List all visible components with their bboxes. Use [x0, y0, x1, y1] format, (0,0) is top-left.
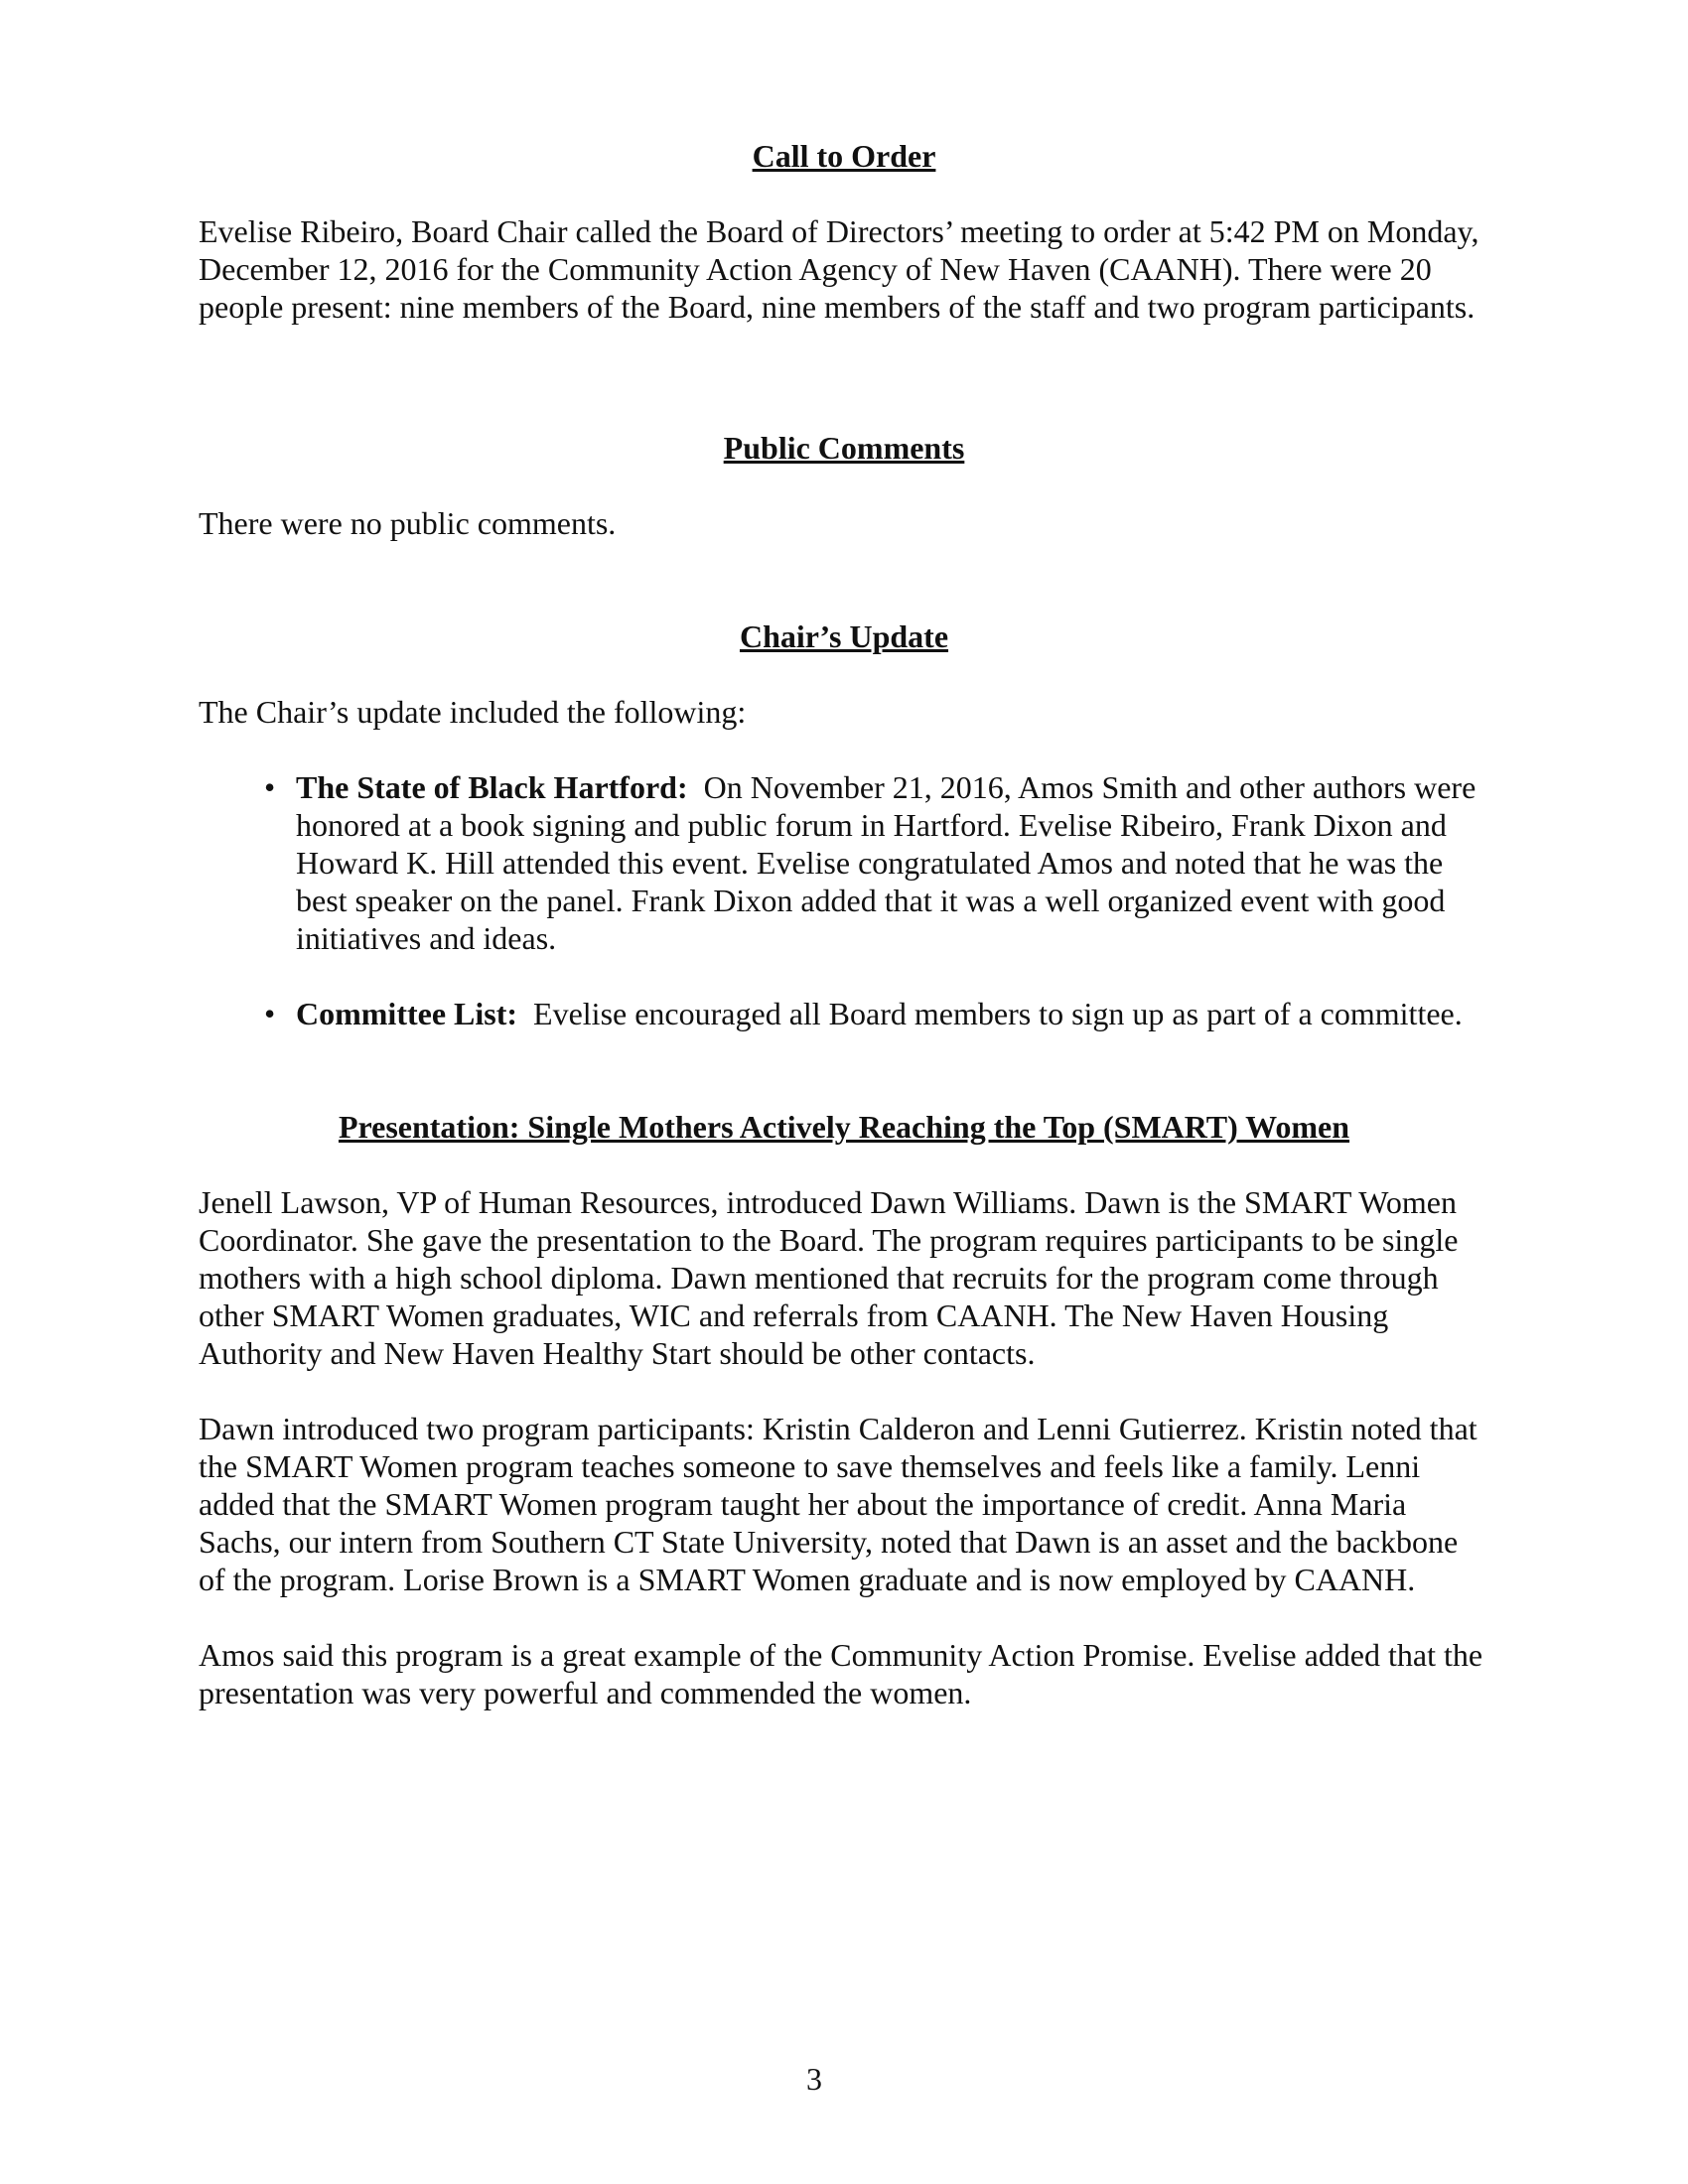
- presentation-paragraph-2: Dawn introduced two program participants: Kristin Calderon and Lenni Gutierrez. Kristin noted that the SMART Women program teaches someone to save themselves and feels like a family. Lenni added that the SMART Women program taught her about the importance of credit. Anna Maria Sachs, our intern from Southern CT State University, noted that Dawn is an asset and the backbone of the program. Lorise Brown is a SMART Women graduate and is now employed by CAANH.: [199, 1411, 1477, 1597]
- chairs-update-list: [199, 768, 1489, 1032]
- document-page: [199, 137, 1489, 1711]
- bullet-icon: •: [264, 996, 276, 1031]
- presentation-paragraph-3: Amos said this program is a great example of the Community Action Promise. Evelise added that the presentation was very powerful and commended the women.: [199, 1637, 1483, 1710]
- bullet-title: The State of Black Hartford:: [296, 769, 688, 805]
- call-to-order-heading: Call to Order: [752, 138, 936, 174]
- presentation-heading: Presentation: Single Mothers Actively Reaching the Top (SMART) Women: [338, 1109, 1350, 1145]
- list-item: [199, 768, 1489, 957]
- page-number: 3: [806, 2061, 822, 2097]
- bullet-icon: •: [264, 769, 276, 805]
- bullet-text: Evelise encouraged all Board members to sign up as part of a committee.: [533, 996, 1463, 1031]
- bullet-text: On November 21, 2016, Amos Smith and other authors were honored at a book signing and public forum in Hartford. Evelise Ribeiro, Frank Dixon and Howard K. Hill attended this event. Evelise congratulated Amos and noted that he was the best speaker on the panel. Frank Dixon added that it was a well organized event with good initiatives and ideas.: [296, 769, 1477, 956]
- chairs-update-heading: Chair’s Update: [739, 618, 949, 654]
- presentation-paragraph-1: Jenell Lawson, VP of Human Resources, introduced Dawn Williams. Dawn is the SMART Women Coordinator. She gave the presentation to the Board. The program requires participants to be single mothers with a high school diploma. Dawn mentioned that recruits for the program come through other SMART Women graduates, WIC and referrals from CAANH. The New Haven Housing Authority and New Haven Healthy Start should be other contacts.: [199, 1184, 1459, 1371]
- chairs-update-intro: The Chair’s update included the following:: [199, 694, 747, 730]
- call-to-order-paragraph: Evelise Ribeiro, Board Chair called the Board of Directors’ meeting to order at 5:42 PM on Monday, December 12, 2016 for the Community Action Agency of New Haven (CAANH). There were 20 people present: nine members of the Board, nine members of the staff and two program participants.: [199, 213, 1479, 325]
- bullet-title: Committee List:: [296, 996, 518, 1031]
- public-comments-heading: Public Comments: [723, 430, 965, 466]
- public-comments-paragraph: There were no public comments.: [199, 505, 617, 541]
- list-item: [199, 995, 1489, 1032]
